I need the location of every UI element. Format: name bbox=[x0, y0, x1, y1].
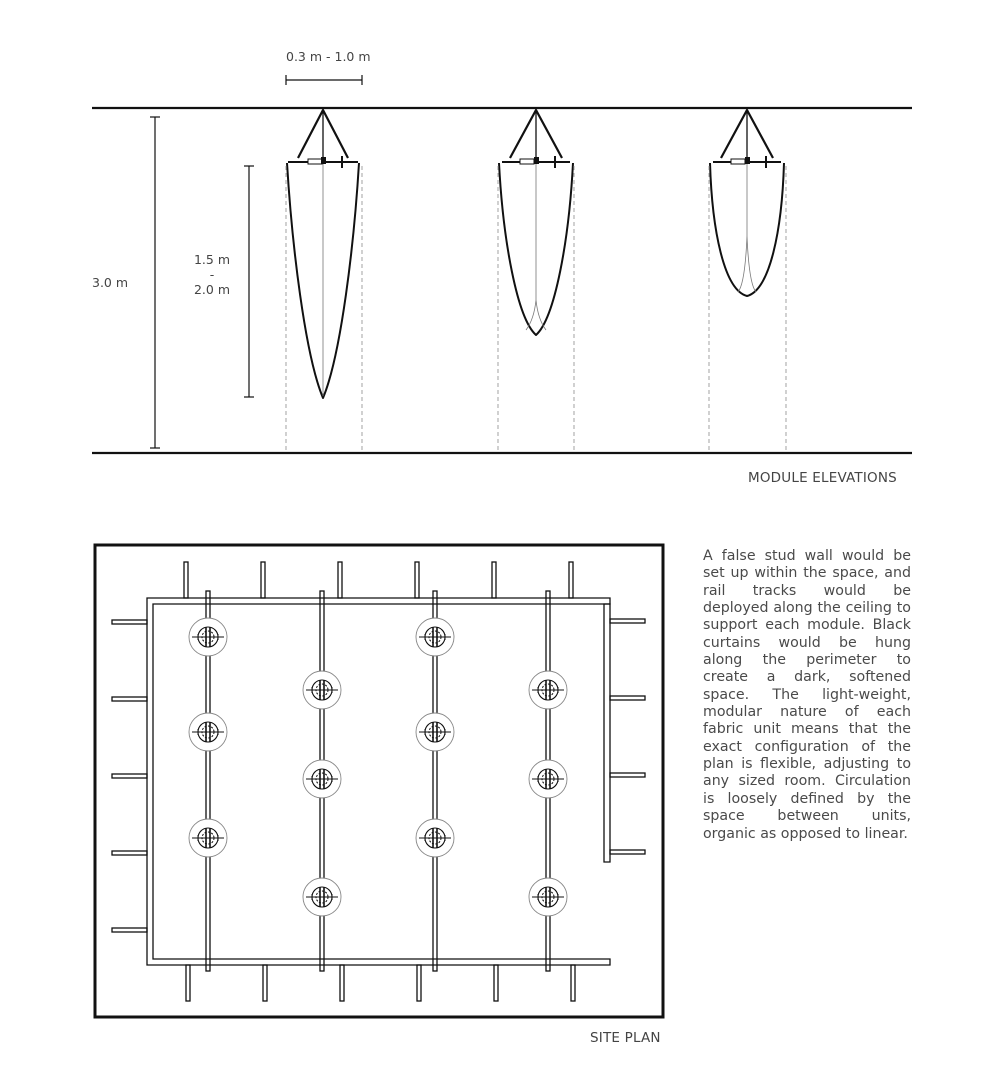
width-dimension-line bbox=[286, 75, 362, 85]
total-height-dimension-line bbox=[150, 117, 160, 448]
module-symbol bbox=[416, 713, 454, 751]
fabric-gather bbox=[738, 236, 756, 292]
module-height-dimension-line bbox=[244, 166, 254, 397]
module-elevation-1 bbox=[286, 110, 362, 452]
module-symbol bbox=[189, 713, 227, 751]
module-symbol bbox=[303, 671, 341, 709]
description-text: A false stud wall would be set up within the space, and rail tracks would be deployed along the ceiling to support each module. Black curtains would be hung along the perimeter to create a dark, softened space. The light-weight, modular nature of each fabric unit means that the exact configuration of the plan is flexible, adjusting to any sized room. Circulation is loosely defined by the space between units, organic as opposed to linear. bbox=[703, 548, 911, 842]
module-elevation-3 bbox=[709, 110, 786, 452]
module-height-min: 1.5 m bbox=[193, 252, 231, 267]
width-dimension-label: 0.3 m - 1.0 m bbox=[286, 49, 371, 64]
module-height-separator: - bbox=[209, 267, 215, 282]
module-symbol bbox=[529, 760, 567, 798]
total-height-label: 3.0 m bbox=[92, 275, 129, 290]
module-symbol bbox=[189, 618, 227, 656]
module-symbol bbox=[416, 618, 454, 656]
top-studs bbox=[184, 562, 573, 598]
module-symbol bbox=[303, 878, 341, 916]
module-symbols bbox=[189, 618, 567, 916]
module-symbol bbox=[189, 819, 227, 857]
plan-caption: SITE PLAN bbox=[590, 1030, 661, 1046]
module-elevation-2 bbox=[498, 110, 574, 452]
bottom-studs bbox=[186, 965, 575, 1001]
module-height-max: 2.0 m bbox=[193, 282, 231, 297]
module-symbol bbox=[303, 760, 341, 798]
plan-border bbox=[95, 545, 663, 1017]
site-plan bbox=[95, 545, 663, 1017]
module-symbol bbox=[416, 819, 454, 857]
elevation-caption: MODULE ELEVATIONS bbox=[748, 470, 897, 486]
rail-tracks bbox=[206, 591, 550, 971]
right-studs bbox=[610, 619, 645, 854]
module-symbol bbox=[529, 878, 567, 916]
left-studs bbox=[112, 620, 147, 932]
module-height-label bbox=[192, 252, 232, 297]
fabric-gather bbox=[526, 300, 546, 330]
module-symbol bbox=[529, 671, 567, 709]
